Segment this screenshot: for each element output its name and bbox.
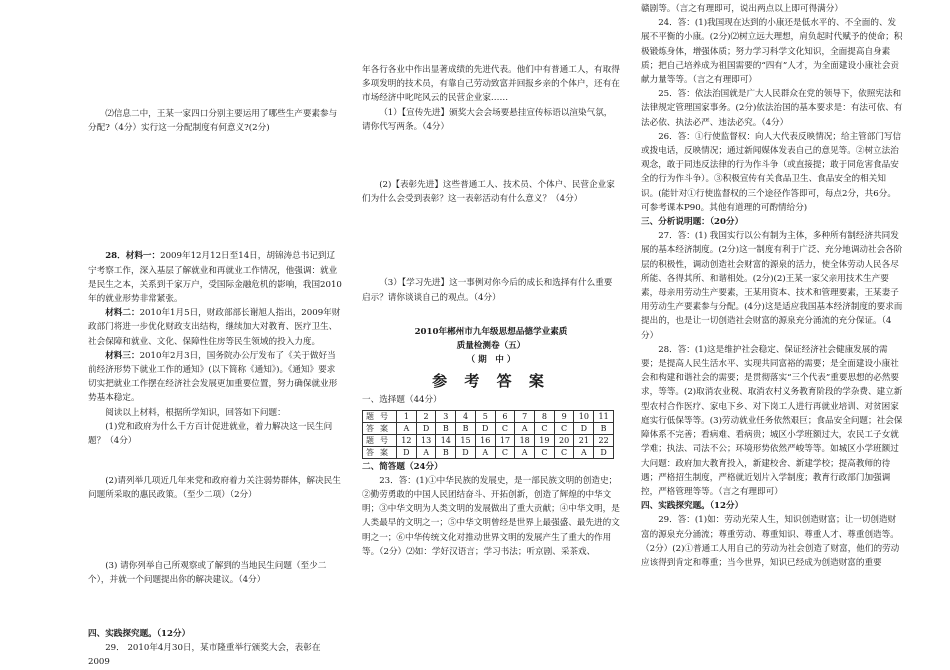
- question-29-part-2: (2)【表彰先进】这些普通工人、技术员、个体户、民营企业家们为什么会受到表彰？这一表彰活动有什么意义？（4分）: [362, 180, 615, 205]
- question-29-start: 29． 2010年4月30日，某市隆重举行颁奖大会，表彰在2009: [88, 643, 321, 668]
- table-cell: D: [456, 446, 476, 458]
- table-cell: C: [495, 422, 515, 434]
- question-28-material-3: [88, 349, 342, 406]
- question-28-material-1: [88, 249, 342, 306]
- table-label-question: 题号: [363, 434, 397, 446]
- table-label-question: 题号: [363, 410, 397, 422]
- left-column: [88, 0, 342, 668]
- table-cell: 22: [594, 434, 614, 446]
- table-cell: D: [594, 446, 614, 458]
- table-cell: C: [535, 422, 555, 434]
- table-cell: B: [436, 446, 456, 458]
- table-cell: B: [456, 422, 476, 434]
- question-28-title: 28．材料一：: [105, 251, 161, 262]
- answer-table: [362, 410, 614, 459]
- right-column: [641, 0, 903, 659]
- answer-29-part-2: （2分）(2)①普通工人用自己的劳动为社会创造了财富，他们的劳动应该得到肯定和尊重；当今世界，知识已经成为创造财富的重要: [641, 543, 900, 568]
- answer-25: 25．答：依法治国就是广大人民群众在党的领导下，依照宪法和法律规定管理国家事务。(2分)依法治国的基本要求是：有法可依、有法必依、执法必严、违法必究。（4分）: [641, 89, 903, 128]
- table-cell: 8: [535, 410, 555, 422]
- table-cell: 19: [535, 434, 555, 446]
- table-cell: 12: [397, 434, 417, 446]
- table-cell: 13: [416, 434, 436, 446]
- question-28-material-2: [88, 306, 342, 349]
- table-cell: 2: [416, 410, 436, 422]
- table-cell: A: [515, 446, 535, 458]
- table-cell: A: [416, 446, 436, 458]
- table-cell: C: [535, 446, 555, 458]
- section-1-heading: 一、选择题（44分）: [362, 395, 442, 406]
- table-cell: 15: [456, 434, 476, 446]
- table-cell: 5: [475, 410, 495, 422]
- table-cell: 10: [574, 410, 594, 422]
- answer-27: 27．答：(1) 我国实行以公有制为主体，多种所有制经济共同发展的基本经济制度。(2分)这一制度有利于广泛、充分地调动社会各阶层的积极性，调动创造社会财富的源泉的活力，使全体劳动人民各尽所能、各得其所、和谐相处。(2分)(2)王某一家父亲用技术生产要素，母亲用劳动生产要素，王某用资本、技术和管理要素，王某妻子用劳动生产要素参与分配。(4分)这是适应我国基本经济制度的要求而提出的，也是让一切创造社会财富的源泉充分涌流的充分保证。（4分）: [641, 231, 903, 341]
- question-29-part-3: （3）【学习先进】这一事例对你今后的成长和选择有什么重要启示？请你谈谈自己的观点。（4分）: [362, 278, 613, 303]
- table-cell: B: [594, 422, 614, 434]
- answer-24: 24．答：(1)我国现在达到的小康还是低水平的、不全面的、发展不平衡的小康。(2分)⑵树立远大理想，肩负起时代赋予的使命；积极锻炼身体，增强体质；努力学习科学文化知识，全面提高自身素质；把自己培养成为祖国需要的“四有”人才，为全面建设小康社会贡献力量等等。（言之有理即可）: [641, 18, 903, 86]
- question-29-part-1: （1）【宣传先进】颁奖大会会场要悬挂宣传标语以渲染气氛，请你代写两条。（4分）: [362, 107, 613, 132]
- section-3-heading: 三、分析说明题：（20分）: [641, 217, 744, 228]
- table-cell: 4: [456, 410, 476, 422]
- table-row: [363, 434, 614, 446]
- table-cell: C: [554, 446, 574, 458]
- question-29-continued: 年各行各业中作出显著成绩的先进代表。他们中有普通工人，有取得多项发明的技术员，有靠自己劳动致富并回报乡亲的个体户，还有在市场经济中叱咤风云的民营企业家……: [362, 65, 620, 104]
- material-1-text: 2009年12月12日至14日，胡锦涛总书记到辽宁考察工作，深入基层了解就业和再就业工作情况，他强调：就业是民生之本，关系到千家万户，受国际金融危机的影响，我国2010年的就业形势非常紧张。: [88, 251, 342, 305]
- table-cell: 16: [475, 434, 495, 446]
- table-cell: B: [436, 422, 456, 434]
- table-label-answer: 答案: [363, 446, 397, 458]
- answer-29-part-1: 29．答：(1)如：劳动光荣人生，知识创造财富；让一切创造财富的源泉充分涌流；尊重劳动、尊重知识、尊重人才、尊重创造等。: [641, 515, 899, 540]
- material-2-title: 材料二：: [105, 308, 140, 319]
- answer-26: 26．答：①行使监督权：向人大代表反映情况；给主管部门写信或拨电话，反映情况；通过新闻媒体发表自己的意见等。②树立法治观念，敢于同违反法律的行为作斗争（或直接提；敢于同危害食品安全的行为作斗争）。③积极宣传有关食品卫生、食品安全的相关知识。(能针对①行使监督权的三个途径作答即可，每点2分，共6分。可参考课本P90。其他有道理的可酌情给分): [641, 131, 902, 213]
- answer-title: 参 考 答 案: [432, 372, 550, 391]
- table-cell: D: [475, 422, 495, 434]
- answer-header-1: 2010年郴州市九年级思想品德学业素质: [414, 326, 568, 337]
- table-cell: C: [554, 422, 574, 434]
- table-cell: C: [495, 446, 515, 458]
- table-cell: D: [397, 446, 417, 458]
- table-cell: D: [416, 422, 436, 434]
- middle-column: [362, 0, 620, 659]
- table-cell: A: [397, 422, 417, 434]
- answer-header-3: （ 期 中 ）: [466, 355, 516, 366]
- table-cell: 18: [515, 434, 535, 446]
- table-label-answer: 答案: [363, 422, 397, 434]
- question-28-part-1: (1)党和政府为什么千方百计促进就业，着力解决这一民生问题？（4分）: [88, 421, 333, 447]
- table-cell: A: [475, 446, 495, 458]
- section-4-heading-answers: 四、实践探究题。（12分）: [641, 501, 744, 512]
- table-cell: 17: [495, 434, 515, 446]
- table-cell: 21: [574, 434, 594, 446]
- table-row: [363, 410, 614, 422]
- question-28-part-2: (2)请列举几项近几年来党和政府着力关注弱势群体，解决民生问题所采取的惠民政策。（至少二项）（2分）: [88, 476, 341, 501]
- table-cell: D: [574, 422, 594, 434]
- table-cell: 3: [436, 410, 456, 422]
- table-cell: 11: [594, 410, 614, 422]
- table-cell: 9: [554, 410, 574, 422]
- table-row: [363, 422, 614, 434]
- question-2-text: ⑵信息二中，王某一家四口分别主要运用了哪些生产要素参与分配?（4分）实行这一分配制度有何意义?(2分): [88, 109, 338, 134]
- question-28-intro: 阅读以上材料，根据所学知识，回答如下问题：: [105, 407, 286, 418]
- material-3-title: 材料三：: [105, 350, 140, 361]
- table-cell: 20: [554, 434, 574, 446]
- answer-28: 28．答：(1)这是维护社会稳定、保证经济社会健康发展的需要；是提高人民生活水平、实现共同富裕的需要；是全面建设小康社会和构建和谐社会的需要；是贯彻落实“三个代表”重要思想的必然要求，等等。(2)取消农业税、取消农村义务教育阶段的学杂费、建立新型农村合作医疗、家电下乡、对下岗工人进行再就业培训、对贫困家庭实行低保等等。(3)劳动就业任务依然艰巨；食品安全问题；社会保障体系不完善；看病难、看病贵；城区小学班额过大，农民工子女就学难；执法、司法不公；环境形势依然严峻等等。如城区小学班额过大问题：政府加大教育投入，新建校舍、新建学校；提高教师的待遇；严格招生制度，严格就近划片入学制度；教育行政部门加强调控，严格管理等等。（言之有理即可）: [641, 344, 903, 497]
- section-4-heading: 四、实践探究题。（12分）: [88, 629, 191, 640]
- answer-23-continued: 赣剧等。（言之有理即可，说出两点以上即可得满分）: [641, 4, 843, 14]
- table-cell: 6: [495, 410, 515, 422]
- table-cell: A: [574, 446, 594, 458]
- question-28-part-3: (3) 请你列举自己所观察或了解到的当地民生问题（至少二个），并就一个问题提出你的解决建议。（4分）: [88, 560, 327, 585]
- table-cell: 1: [397, 410, 417, 422]
- table-cell: 14: [436, 434, 456, 446]
- table-cell: 7: [515, 410, 535, 422]
- answer-header-2: 质量检测卷（五）: [456, 341, 526, 352]
- table-row: [363, 446, 614, 458]
- material-2-text: 2010年1月5日，财政部部长谢旭人指出，2009年财政部门将进一步优化财政支出结构，继续加大对教育、医疗卫生、社会保障和就业、文化、保障性住房等民生领域的投入力度。: [88, 308, 341, 347]
- table-cell: A: [515, 422, 535, 434]
- answer-23: 23．答：(1)①中华民族的发展史，是一部民族文明的创造史；②勤劳勇敢的中国人民团结奋斗、开拓创新，创造了辉煌的中华文明；③中华文明为人类文明的发展做出了重大贡献；④中华文明，是人类最早的文明之一；⑤中华文明曾经是世界上最强盛、最先进的文明之一；⑥中华传统文化对推动世界文明的发展产生了重大的作用等。（2分）⑵如：学好汉语言；学习书法；听京剧、采茶戏、: [362, 475, 620, 557]
- section-2-heading: 二、简答题（24分）: [362, 461, 443, 472]
- material-3-text: 2010年2月3日，国务院办公厅发布了《关于做好当前经济形势下就业工作的通知》(以下简称《通知》)。《通知》要求切实把就业工作摆在经济社会发展更加重要位置，努力确保就业形势基本稳定。: [88, 350, 338, 404]
